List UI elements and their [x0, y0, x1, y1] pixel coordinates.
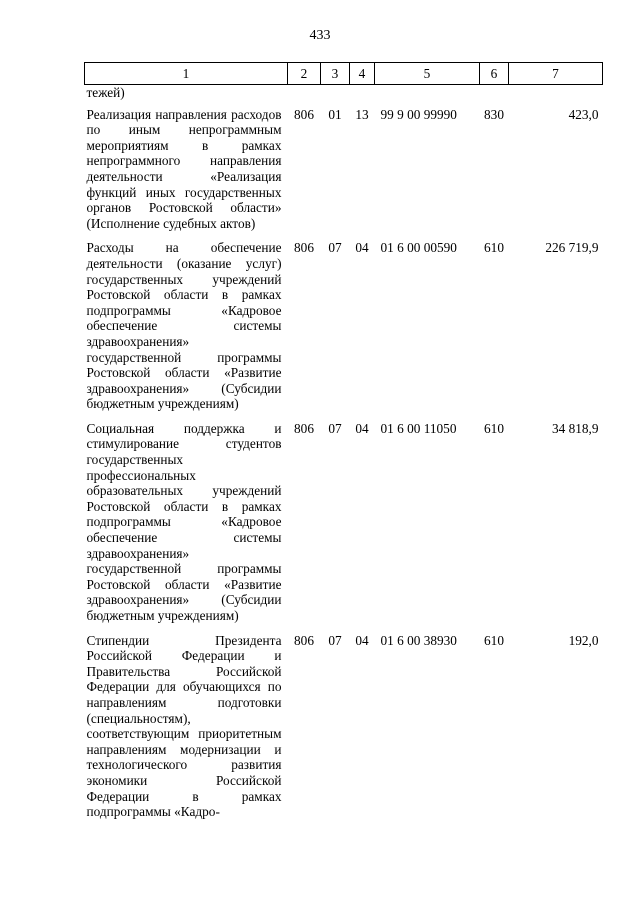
row-amount: 226 719,9: [545, 240, 599, 256]
header-col-5: 5: [375, 63, 480, 85]
header-col-3: 3: [321, 63, 350, 85]
row-target-article: 99 9 00 99990: [380, 106, 457, 122]
budget-table: [84, 62, 603, 829]
row-expense-type: 610: [484, 632, 504, 648]
row-section: 07: [328, 632, 342, 648]
row-target-article: 01 6 00 38930: [380, 632, 457, 648]
continuation-text: тежей): [86, 85, 125, 100]
row-ministry: 806: [294, 632, 314, 648]
header-col-6: 6: [480, 63, 509, 85]
row-subsection: 04: [355, 420, 369, 436]
row-description: Стипендии Президента Российской Федерации и Правительства Российской Федерации для обучающихся по направлениям подготовки (специальностям), соответствующим приоритетным направлениям модернизации и технологического развития экономики Российской Федерации в рамках подпрограммы «Кадро-: [86, 632, 282, 820]
row-amount: 192,0: [568, 632, 599, 648]
header-col-7: 7: [509, 63, 603, 85]
row-expense-type: 830: [484, 106, 504, 122]
row-section: 01: [328, 106, 342, 122]
row-description: Социальная поддержка и стимулирование студентов государственных профессиональных образовательных учреждений Ростовской области в рамках подпрограммы «Кадровое обеспечение системы здравоохранения» государственной программы Ростовской области «Развитие здравоохранения» (Субсидии бюджетным учреждениям): [86, 420, 282, 623]
table-row: [85, 421, 603, 633]
row-section: 07: [328, 240, 342, 256]
row-subsection: 04: [355, 632, 369, 648]
header-col-4: 4: [350, 63, 375, 85]
header-col-2: 2: [288, 63, 321, 85]
table-row: [85, 633, 603, 829]
row-subsection: 13: [355, 106, 369, 122]
row-subsection: 04: [355, 240, 369, 256]
header-col-1: 1: [85, 63, 288, 85]
row-description: Реализация направления расходов по иным непрограммным мероприятиям в рамках непрограммного направления деятельности «Реализация функций иных государственных органов Ростовской области» (Исполнение судебных актов): [86, 106, 282, 231]
table-row: [85, 240, 603, 421]
row-expense-type: 610: [484, 420, 504, 436]
row-expense-type: 610: [484, 240, 504, 256]
row-ministry: 806: [294, 106, 314, 122]
row-amount: 423,0: [568, 106, 599, 122]
row-target-article: 01 6 00 00590: [380, 240, 457, 256]
row-amount: 34 818,9: [551, 420, 599, 436]
table-header: [85, 63, 603, 85]
row-ministry: 806: [294, 420, 314, 436]
page-number: 433: [309, 28, 331, 43]
row-target-article: 01 6 00 11050: [380, 420, 457, 436]
row-section: 07: [328, 420, 342, 436]
table-row: [85, 107, 603, 241]
continuation-row: [85, 85, 603, 107]
row-description: Расходы на обеспечение деятельности (оказание услуг) государственных учреждений Ростовской области в рамках подпрограммы «Кадровое обеспечение системы здравоохранения» государственной программы Ростовской области «Развитие здравоохранения» (Субсидии бюджетным учреждениям): [86, 240, 282, 412]
row-ministry: 806: [294, 240, 314, 256]
